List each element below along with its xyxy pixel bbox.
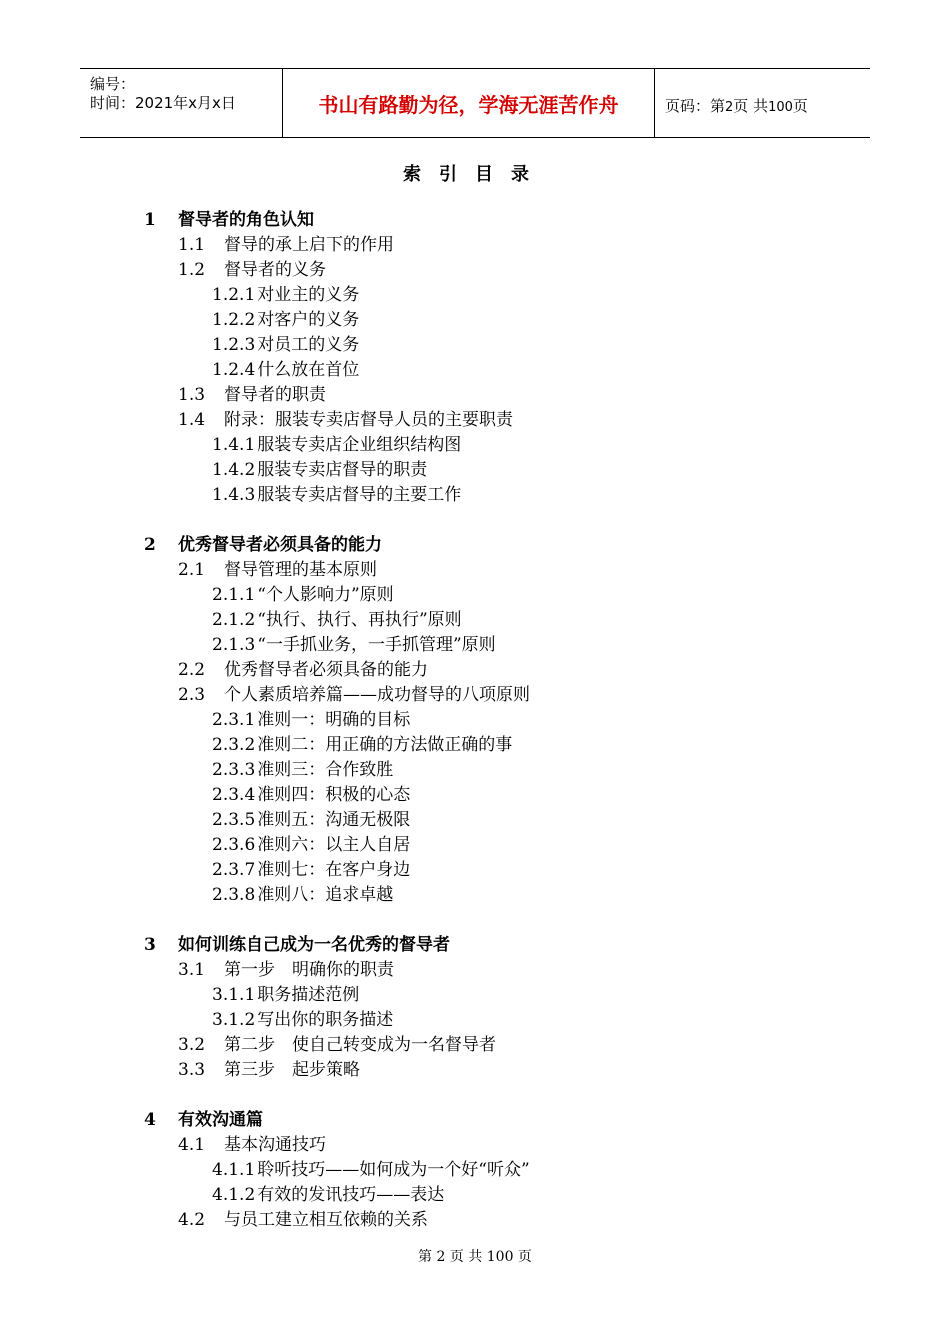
toc-entry[interactable] — [178, 233, 394, 257]
toc-entry-number: 2.3 — [178, 685, 206, 705]
toc-entry-title: 准则八：追求卓越 — [257, 885, 394, 905]
toc-entry[interactable] — [212, 283, 359, 307]
toc-entry-number: 3.2 — [178, 1035, 206, 1055]
toc-entry-title: 写出你的职务描述 — [257, 1010, 394, 1030]
toc-entry-number: 3.1.1 — [212, 985, 256, 1005]
toc-entry[interactable] — [212, 1183, 444, 1207]
toc-entry-number: 3 — [144, 935, 156, 955]
toc-entry-title: 服装专卖店督导的主要工作 — [257, 485, 462, 505]
toc-entry[interactable] — [178, 658, 428, 682]
toc-entry-title: 准则六：以主人自居 — [257, 835, 411, 855]
toc-entry[interactable] — [178, 558, 377, 582]
toc-entry[interactable] — [144, 933, 450, 957]
toc-entry-number: 2.3.1 — [212, 710, 256, 730]
toc-entry-number: 1.4.1 — [212, 435, 256, 455]
toc-entry-title: 服装专卖店企业组织结构图 — [257, 435, 462, 455]
page-footer: 第 2 页 共 100 页 — [418, 1249, 532, 1265]
toc-entry[interactable] — [212, 708, 410, 732]
toc-entry-number: 2.1.1 — [212, 585, 256, 605]
toc-entry-title: 如何训练自己成为一名优秀的督导者 — [178, 935, 450, 955]
page-number: 2 — [725, 100, 734, 115]
toc-entry[interactable] — [178, 958, 394, 982]
toc-entry-number: 1.1 — [178, 235, 206, 255]
toc-entry[interactable] — [212, 783, 410, 807]
page-suffix: 页 — [792, 97, 808, 115]
toc-entry[interactable] — [212, 1158, 530, 1182]
toc-entry-number: 2.2 — [178, 660, 206, 680]
toc-entry-title: “一手抓业务，一手抓管理”原则 — [257, 635, 496, 655]
toc-entry[interactable] — [212, 433, 461, 457]
toc-entry-title: 第一步 明确你的职责 — [224, 960, 394, 980]
toc-entry-number: 2.3.8 — [212, 885, 256, 905]
toc-entry[interactable] — [212, 758, 393, 782]
page-info — [665, 95, 808, 116]
toc-entry[interactable] — [212, 833, 410, 857]
toc-entry-title: 个人素质培养篇——成功督导的八项原则 — [224, 685, 530, 705]
toc-entry-number: 1.4 — [178, 410, 206, 430]
toc-entry-title: 职务描述范例 — [257, 985, 360, 1005]
page-mid: 页 共 — [733, 97, 769, 115]
toc-entry[interactable] — [212, 858, 410, 882]
toc-entry[interactable] — [178, 1058, 360, 1082]
toc-entry[interactable] — [178, 408, 513, 432]
toc-entry-title: 督导者的义务 — [224, 260, 326, 280]
toc-entry-number: 1.2.4 — [212, 360, 256, 380]
toc-entry-title: 准则三：合作致胜 — [257, 760, 394, 780]
toc-entry-number: 2.3.2 — [212, 735, 256, 755]
toc-entry[interactable] — [212, 358, 359, 382]
toc-entry-number: 2.1 — [178, 560, 206, 580]
toc-entry-title: 准则五：沟通无极限 — [257, 810, 411, 830]
header-center-cell — [283, 69, 655, 137]
toc-entry-title: 优秀督导者必须具备的能力 — [178, 535, 382, 555]
toc-entry-title: 准则四：积极的心态 — [257, 785, 411, 805]
toc-entry-title: 督导者的角色认知 — [178, 210, 314, 230]
toc-entry-number: 3.1 — [178, 960, 206, 980]
toc-entry-number: 2.3.5 — [212, 810, 256, 830]
toc-entry-number: 1.2.2 — [212, 310, 256, 330]
toc-entry-number: 2.3.6 — [212, 835, 256, 855]
toc-entry-title: 聆听技巧——如何成为一个好“听众” — [257, 1160, 530, 1180]
toc-entry-title: 第三步 起步策略 — [224, 1060, 360, 1080]
toc-entry[interactable] — [212, 1008, 393, 1032]
toc-entry-number: 4 — [144, 1110, 156, 1130]
toc-entry[interactable] — [212, 733, 512, 757]
toc-entry-number: 4.2 — [178, 1210, 206, 1230]
toc-entry-title: 什么放在首位 — [257, 360, 360, 380]
toc-entry[interactable] — [144, 533, 382, 557]
toc-entry[interactable] — [178, 683, 530, 707]
toc-entry[interactable] — [212, 483, 461, 507]
toc-entry-title: 对客户的义务 — [257, 310, 360, 330]
date-label: 时间：2021年x月x日 — [90, 94, 236, 112]
motto: 书山有路勤为径，学海无涯苦作舟 — [318, 93, 619, 117]
toc-entry-number: 3.3 — [178, 1060, 206, 1080]
toc-entry-title: 有效的发讯技巧——表达 — [257, 1185, 445, 1205]
toc-entry-number: 2.3.7 — [212, 860, 256, 880]
toc-entry-title: 对员工的义务 — [257, 335, 360, 355]
toc-entry[interactable] — [212, 583, 394, 607]
header-right-cell — [655, 69, 870, 137]
toc-entry[interactable] — [178, 1033, 496, 1057]
toc-entry-title: “个人影响力”原则 — [257, 585, 394, 605]
toc-entry-number: 1.4.2 — [212, 460, 256, 480]
toc-entry-title: 第二步 使自己转变成为一名督导者 — [224, 1035, 496, 1055]
toc-entry[interactable] — [212, 983, 359, 1007]
toc-entry-title: 有效沟通篇 — [178, 1110, 263, 1130]
toc-entry-number: 1.2.1 — [212, 285, 256, 305]
toc-entry-number: 4.1.1 — [212, 1160, 256, 1180]
toc-entry[interactable] — [212, 633, 496, 657]
toc-entry[interactable] — [212, 333, 359, 357]
page-title: 索引目录 — [403, 164, 547, 185]
toc-entry-number: 1.4.3 — [212, 485, 256, 505]
toc-entry[interactable] — [212, 608, 462, 632]
toc-entry-title: “执行、执行、再执行”原则 — [257, 610, 462, 630]
toc-entry-title: 优秀督导者必须具备的能力 — [224, 660, 428, 680]
toc-entry-number: 2.3.4 — [212, 785, 256, 805]
toc-entry-number: 4.1.2 — [212, 1185, 256, 1205]
toc-entry-number: 2 — [144, 535, 156, 555]
page-total: 100 — [768, 100, 793, 115]
toc-entry-number: 3.1.2 — [212, 1010, 256, 1030]
toc-entry[interactable] — [212, 458, 427, 482]
toc-entry-title: 对业主的义务 — [257, 285, 360, 305]
toc-entry[interactable] — [212, 308, 359, 332]
toc-entry-number: 1.2 — [178, 260, 206, 280]
toc-entry[interactable] — [212, 883, 393, 907]
toc-entry-number: 1.2.3 — [212, 335, 256, 355]
toc-entry-title: 准则二：用正确的方法做正确的事 — [257, 735, 513, 755]
toc-entry-title: 督导者的职责 — [224, 385, 326, 405]
toc-entry[interactable] — [144, 208, 314, 232]
toc-entry[interactable] — [178, 383, 326, 407]
toc-entry[interactable] — [212, 808, 410, 832]
toc-entry-number: 2.1.2 — [212, 610, 256, 630]
toc-entry-title: 基本沟通技巧 — [224, 1135, 326, 1155]
toc-entry-title: 督导的承上启下的作用 — [224, 235, 394, 255]
toc-entry-title: 准则七：在客户身边 — [257, 860, 411, 880]
toc-entry[interactable] — [144, 1108, 263, 1132]
toc-entry-title: 准则一：明确的目标 — [257, 710, 411, 730]
toc-entry[interactable] — [178, 1133, 326, 1157]
toc-entry[interactable] — [178, 258, 326, 282]
toc-entry-title: 服装专卖店督导的职责 — [257, 460, 428, 480]
toc-entry-number: 2.3.3 — [212, 760, 256, 780]
toc-entry-number: 2.1.3 — [212, 635, 256, 655]
page-prefix: 页码：第 — [665, 97, 726, 115]
toc-entry-number: 4.1 — [178, 1135, 206, 1155]
header-table — [80, 68, 870, 138]
toc-entry-title: 附录：服装专卖店督导人员的主要职责 — [224, 410, 513, 430]
toc-entry-title: 与员工建立相互依赖的关系 — [224, 1210, 428, 1230]
number-label: 编号： — [90, 75, 136, 93]
toc-entry-title: 督导管理的基本原则 — [224, 560, 377, 580]
header-left-cell — [80, 69, 283, 137]
toc-entry-number: 1 — [144, 210, 156, 230]
toc-entry-number: 1.3 — [178, 385, 206, 405]
toc-entry[interactable] — [178, 1208, 428, 1232]
